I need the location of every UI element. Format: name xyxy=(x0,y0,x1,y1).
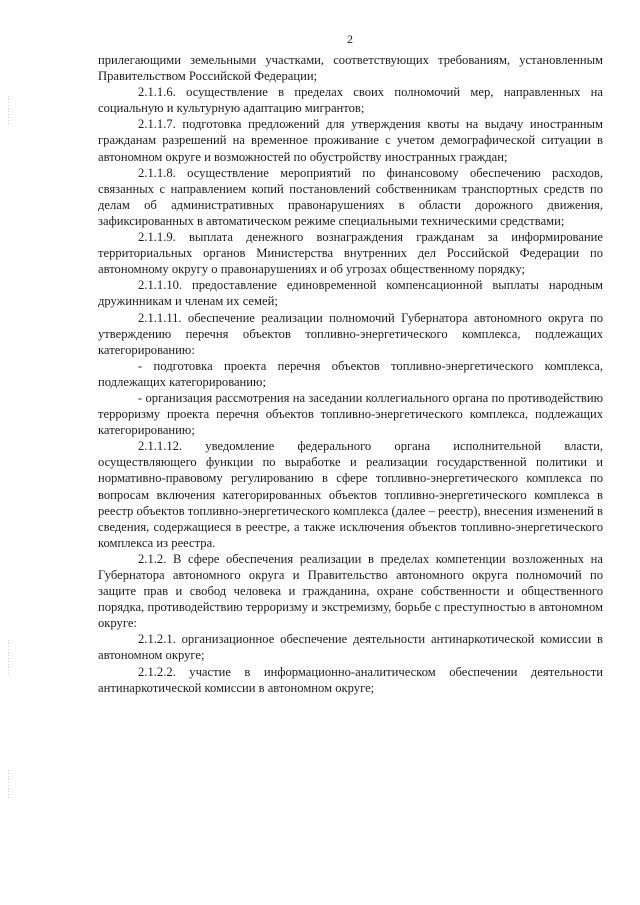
paragraph-2-1-2-1: 2.1.2.1. организационное обеспечение деятельности антинаркотической комиссии в автономном округе; xyxy=(98,632,603,663)
paragraph-2-1-1-6: 2.1.1.6. осуществление в пределах своих полномочий мер, направленных на социальную и культурную адаптацию мигрантов; xyxy=(98,85,603,116)
scan-margin-mark xyxy=(8,640,9,676)
document-body xyxy=(98,52,603,696)
scan-margin-mark xyxy=(8,96,9,126)
paragraph-2-1-1-10: 2.1.1.10. предоставление единовременной компенсационной выплаты народным дружинникам и членам их семей; xyxy=(98,278,603,309)
paragraph-2-1-1-11: 2.1.1.11. обеспечение реализации полномочий Губернатора автономного округа по утверждению перечня объектов топливно-энергетического комплекса, подлежащих категорированию: xyxy=(98,310,603,357)
page-number: 2 xyxy=(347,32,353,46)
paragraph-2-1-2-2: 2.1.2.2. участие в информационно-аналитическом обеспечении деятельности антинаркотической комиссии в автономном округе; xyxy=(98,664,603,695)
list-item-preparation: - подготовка проекта перечня объектов топливно-энергетического комплекса, подлежащих категорированию; xyxy=(98,358,603,389)
paragraph-2-1-2: 2.1.2. В сфере обеспечения реализации в пределах компетенции возложенных на Губернатора автономного округа и Правительство автономного округа полномочий по защите прав и свобод человека и гражданина, охране собственности и общественного порядка, противодействию терроризму и экстремизму, борьбе с преступностью в автономном округе: xyxy=(98,551,603,631)
paragraph-2-1-1-12: 2.1.1.12. уведомление федерального органа исполнительной власти, осуществляющего функции по выработке и реализации государственной политики и нормативно-правовому регулированию в сфере топливно-энергетического комплекса по вопросам включения категорированных объектов топливно-энергетического комплекса в реестр объектов топливно-энергетического комплекса (далее – реестр), внесения изменений в сведения, содержащиеся в реестре, а также исключения объектов топливно-энергетического комплекса из реестра. xyxy=(98,439,603,550)
scan-margin-mark xyxy=(8,770,9,798)
paragraph-2-1-1-7: 2.1.1.7. подготовка предложений для утверждения квоты на выдачу иностранным гражданам разрешений на временное проживание с учетом демографической ситуации в автономном округе и возможностей по обустройству иностранных граждан; xyxy=(98,117,603,164)
paragraph-continuation: прилегающими земельными участками, соответствующих требованиям, установленным Правительством Российской Федерации; xyxy=(98,53,603,84)
paragraph-2-1-1-8: 2.1.1.8. осуществление мероприятий по финансовому обеспечению расходов, связанных с направлением копий постановлений собственникам транспортных средств по делам об административных правонарушениях в области дорожного движения, зафиксированных в автоматическом режиме специальными техническими средствами; xyxy=(98,165,603,228)
paragraph-2-1-1-9: 2.1.1.9. выплата денежного вознаграждения гражданам за информирование территориальных органов Министерства внутренних дел Российской Федерации по автономному округу о правонарушениях и об угрозах общественному порядку; xyxy=(98,230,603,277)
list-item-organization: - организация рассмотрения на заседании коллегиального органа по противодействию терроризму проекта перечня объектов топливно-энергетического комплекса, подлежащих категорированию; xyxy=(98,390,603,438)
